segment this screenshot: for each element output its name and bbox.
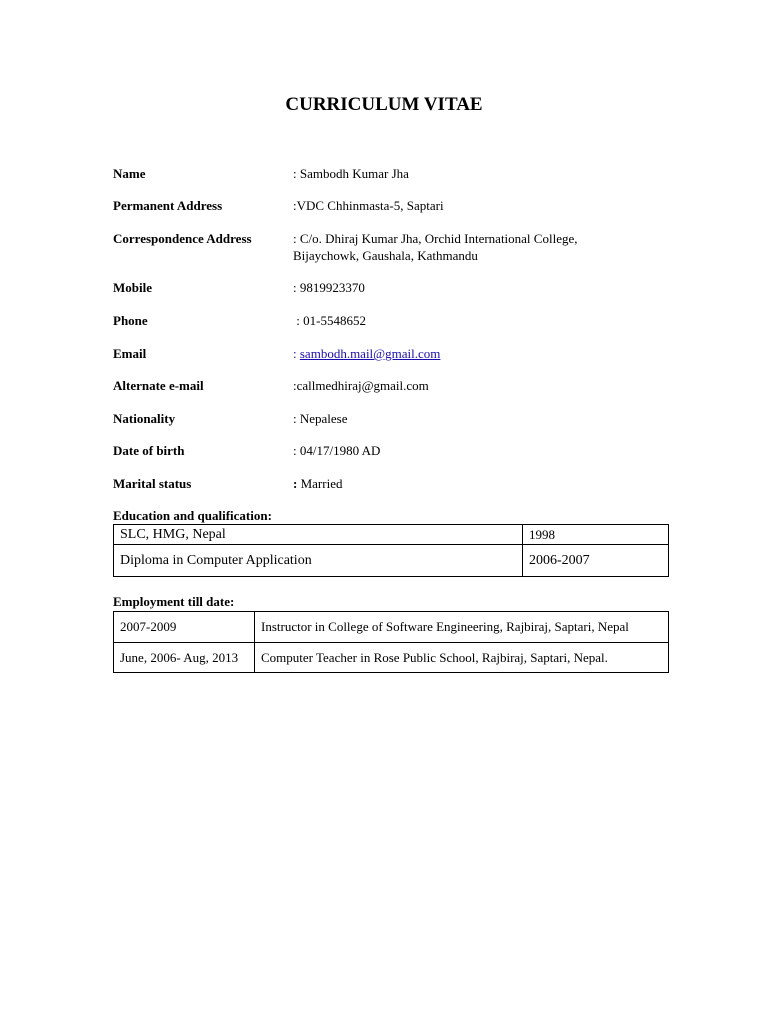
field-value: :VDC Chhinmasta-5, Saptari [293, 198, 444, 213]
page-title: CURRICULUM VITAE [285, 94, 483, 115]
field-label: Permanent Address [113, 198, 223, 213]
field-value: : Sambodh Kumar Jha [293, 166, 409, 181]
field-label: Phone [113, 313, 148, 328]
employment-heading: Employment till date: [113, 594, 235, 609]
employment-role: Instructor in College of Software Engineering, Rajbiraj, Saptari, Nepal [255, 612, 669, 643]
table-row [114, 643, 669, 673]
field-label: Alternate e-mail [113, 378, 204, 393]
table-row [114, 525, 669, 545]
employment-table [113, 611, 669, 673]
field-label: Marital status [113, 476, 192, 491]
field-label: Date of birth [113, 443, 185, 458]
marital-value: Married [300, 476, 343, 491]
education-qualification: Diploma in Computer Application [114, 545, 523, 577]
education-heading: Education and qualification: [113, 508, 272, 523]
education-year: 2006-2007 [523, 545, 669, 577]
field-label: Mobile [113, 280, 152, 295]
address-line-1: : C/o. Dhiraj Kumar Jha, Orchid International College, [293, 231, 578, 246]
table-row [114, 612, 669, 643]
field-label: Name [113, 166, 146, 181]
employment-role: Computer Teacher in Rose Public School, Rajbiraj, Saptari, Nepal. [255, 643, 669, 673]
address-line-2: Bijaychowk, Gaushala, Kathmandu [293, 248, 478, 263]
field-value: : Nepalese [293, 411, 348, 426]
field-value: : 9819923370 [293, 280, 365, 295]
field-label: Nationality [113, 411, 176, 426]
email-link[interactable]: sambodh.mail@gmail.com [299, 346, 441, 361]
table-row [114, 545, 669, 577]
employment-period: 2007-2009 [114, 612, 255, 643]
education-qualification: SLC, HMG, Nepal [114, 525, 523, 545]
field-value: : 04/17/1980 AD [293, 443, 381, 458]
marital-prefix: : [293, 476, 301, 491]
education-year: 1998 [523, 525, 669, 545]
employment-period: June, 2006- Aug, 2013 [114, 643, 255, 673]
field-value: : 01-5548652 [293, 313, 366, 328]
field-label: Email [113, 346, 147, 361]
education-table [113, 524, 669, 577]
field-value [293, 475, 633, 492]
email-prefix: : [293, 346, 300, 361]
field-value [293, 345, 633, 362]
field-value [293, 230, 633, 264]
field-label: Correspondence Address [113, 231, 252, 246]
field-value: :callmedhiraj@gmail.com [293, 378, 429, 393]
